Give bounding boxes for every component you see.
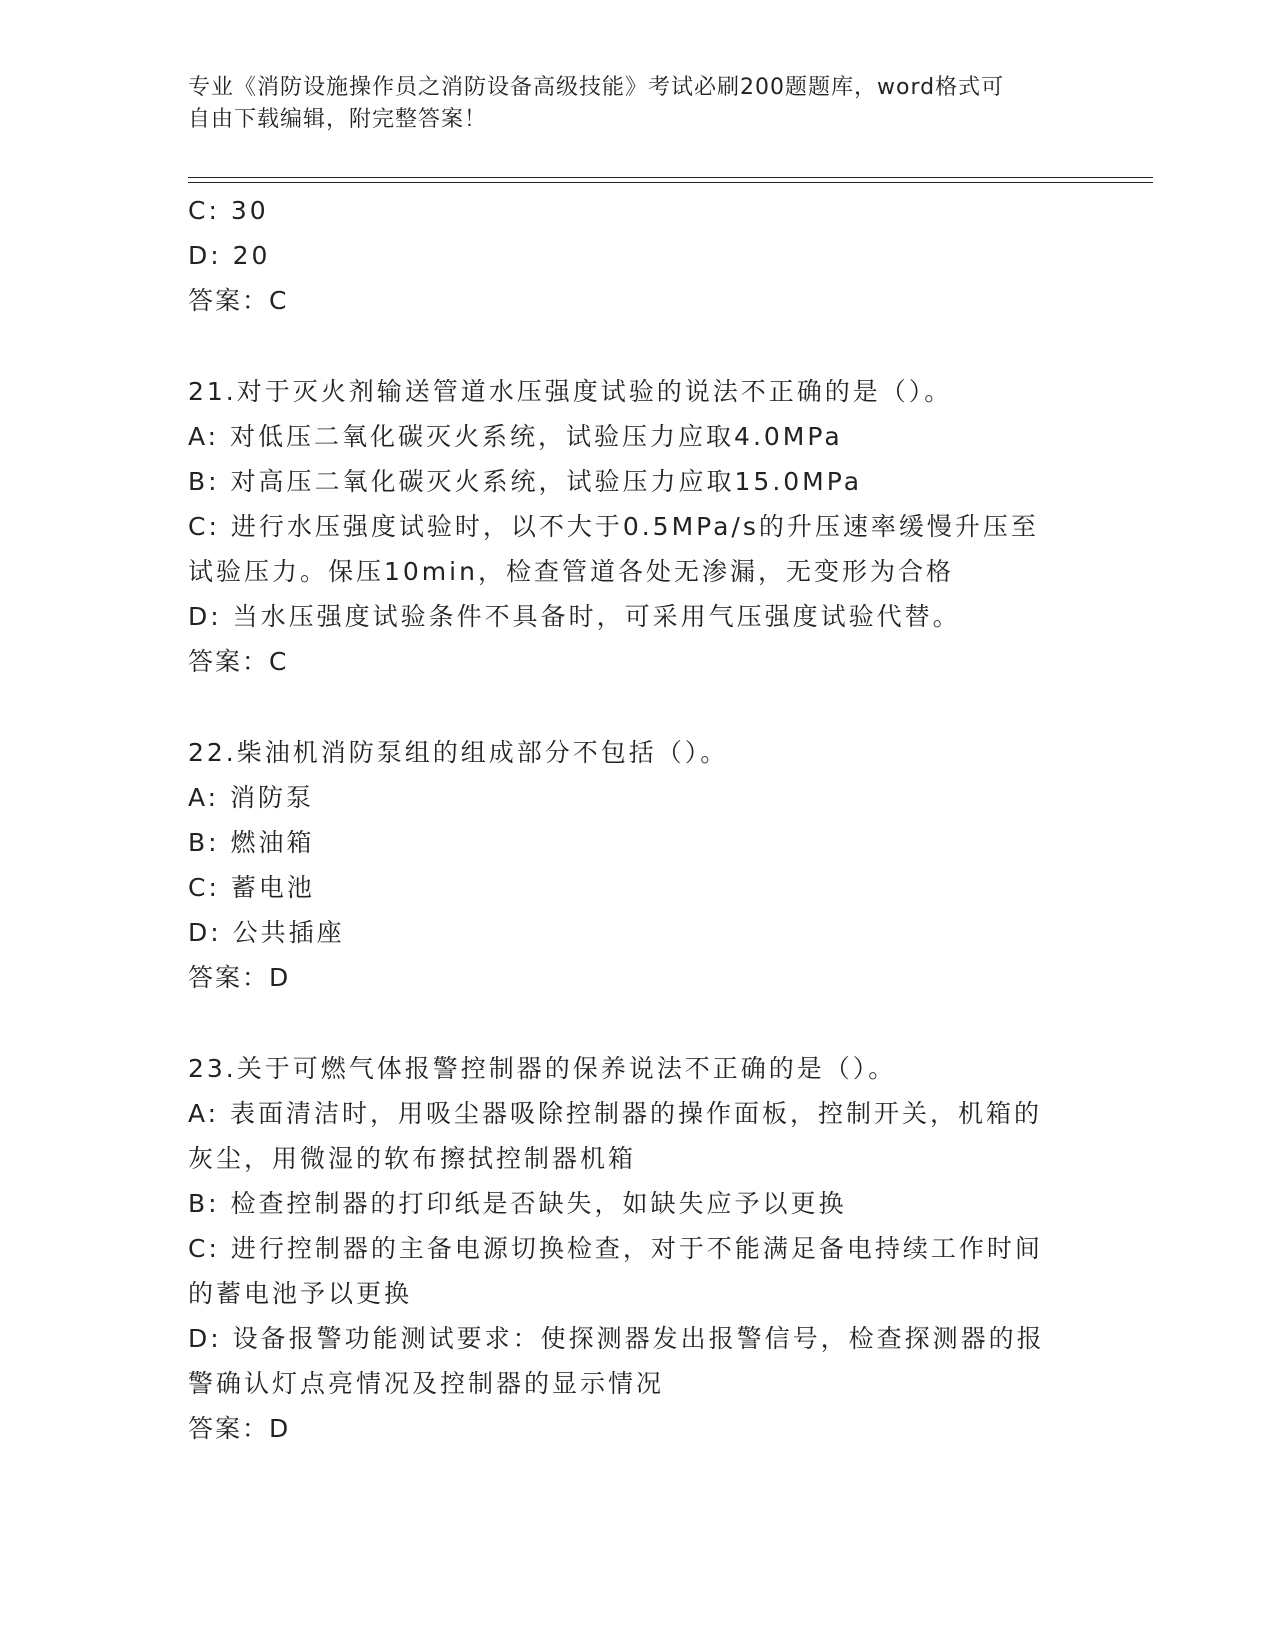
spacer [188,684,1088,730]
option-line-continued: 灰尘，用微湿的软布擦拭控制器机箱 [188,1144,637,1173]
option-line: D: 当水压强度试验条件不具备时，可采用气压强度试验代替。 [188,602,961,631]
page-header [188,72,1088,136]
question-21 [188,369,1088,684]
option-line-continued: 的蓄电池予以更换 [188,1279,413,1308]
option-line: A: 消防泵 [188,783,315,812]
option-line-continued: 试验压力。保压10min，检查管道各处无渗漏，无变形为合格 [188,557,954,586]
option-line: D: 公共插座 [188,918,345,947]
question-23 [188,1046,1088,1451]
spacer [188,1000,1088,1046]
question-stem: 23.关于可燃气体报警控制器的保养说法不正确的是（）。 [188,1054,897,1083]
question-stem: 21.对于灭火剂输送管道水压强度试验的说法不正确的是（）。 [188,377,953,406]
option-line: A: 对低压二氧化碳灭火系统，试验压力应取4.0MPa [188,422,843,451]
option-line: B: 检查控制器的打印纸是否缺失，如缺失应予以更换 [188,1189,847,1218]
option-line: C: 30 [188,196,269,225]
option-line: B: 燃油箱 [188,828,315,857]
option-line: B: 对高压二氧化碳灭火系统，试验压力应取15.0MPa [188,467,863,496]
question-stem: 22.柴油机消防泵组的组成部分不包括（）。 [188,738,729,767]
spacer [188,323,1088,369]
header-divider-top [188,177,1153,178]
option-line: A: 表面清洁时，用吸尘器吸除控制器的操作面板，控制开关，机箱的 [188,1099,1043,1128]
option-line: C: 进行水压强度试验时，以不大于0.5MPa/s的升压速率缓慢升压至 [188,512,1039,541]
header-divider-bottom [188,182,1153,183]
option-line: D: 20 [188,241,271,270]
question-22 [188,730,1088,1000]
answer-line: 答案：D [188,1414,291,1443]
answer-line: 答案：D [188,963,291,992]
option-line-continued: 警确认灯点亮情况及控制器的显示情况 [188,1369,665,1398]
header-line-1: 专业《消防设施操作员之消防设备高级技能》考试必刷200题题库，word格式可 [188,75,1005,100]
header-line-2: 自由下载编辑，附完整答案！ [188,107,488,132]
question-content [188,188,1088,1451]
answer-line: 答案：C [188,647,289,676]
answer-line: 答案：C [188,286,289,315]
option-line: C: 进行控制器的主备电源切换检查，对于不能满足备电持续工作时间 [188,1234,1043,1263]
option-line: D: 设备报警功能测试要求：使探测器发出报警信号，检查探测器的报 [188,1324,1045,1353]
option-line: C: 蓄电池 [188,873,315,902]
continued-question [188,188,1088,323]
